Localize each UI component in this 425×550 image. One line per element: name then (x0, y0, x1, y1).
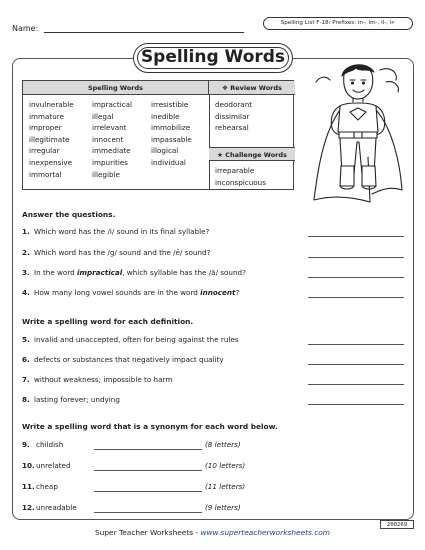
synonym-row-9 (22, 440, 96, 449)
question-number: 9. (22, 440, 30, 449)
page-title: Spelling Words (133, 43, 293, 73)
question-number: 4. (22, 288, 30, 297)
synonym-row-12 (22, 503, 96, 512)
synonym-answer-line-10[interactable] (94, 470, 202, 471)
synonym-answer-line-9[interactable] (94, 449, 202, 450)
question-7 (22, 375, 172, 384)
answer-line-1[interactable] (308, 236, 404, 237)
question-number: 3. (22, 268, 30, 277)
spelling-word: immature (29, 111, 64, 121)
synonym-row-10 (22, 461, 96, 470)
name-row (12, 24, 244, 33)
question-text-pre: In the word (34, 268, 77, 277)
question-number: 2. (22, 248, 30, 257)
spelling-word: impurities (92, 157, 129, 167)
question-number: 8. (22, 395, 30, 404)
synonym-word: unreadable (36, 503, 77, 512)
question-number: 12. (22, 503, 35, 512)
spelling-word: irresistible (151, 100, 189, 109)
spelling-word: immortal (29, 169, 62, 179)
spelling-word: impractical (92, 100, 133, 109)
spelling-word: immobilize (151, 123, 191, 133)
spelling-word: innocent (92, 134, 124, 144)
synonym-answer-line-11[interactable] (94, 491, 202, 492)
word-column-2 (92, 99, 132, 180)
question-text: defects or substances that negatively impact quality (34, 355, 224, 364)
answer-line-7[interactable] (308, 384, 404, 385)
footer (0, 528, 425, 537)
word-column-3 (151, 99, 192, 169)
question-1 (22, 227, 209, 236)
letter-count-hint: (8 letters) (205, 440, 241, 449)
challenge-word: inconspicuous (215, 177, 266, 187)
synonym-word: cheap (36, 482, 58, 491)
question-number: 11. (22, 482, 35, 491)
spelling-word: irrelevant (92, 123, 127, 133)
challenge-words-list (215, 165, 266, 188)
table-divider (209, 95, 210, 189)
challenge-words-header: ★ Challenge Words (209, 147, 295, 161)
spelling-word: immediate (92, 146, 131, 156)
footer-brand: Super Teacher Worksheets (94, 528, 194, 537)
review-words-list (215, 99, 252, 134)
question-number: 1. (22, 227, 30, 236)
spelling-word: illegible (92, 169, 120, 179)
question-4 (22, 288, 239, 297)
spelling-word: individual (151, 157, 186, 167)
spelling-word: invulnerable (29, 100, 74, 109)
section-title-synonyms: Write a spelling word that is a synonym for each word below. (22, 422, 278, 431)
question-text: lasting forever; undying (34, 395, 120, 404)
question-text-post: ? (235, 288, 240, 297)
spelling-word: irregular (29, 146, 60, 156)
synonym-row-11 (22, 482, 96, 491)
answer-line-5[interactable] (308, 344, 404, 345)
name-field[interactable] (44, 24, 244, 33)
spelling-word: illegitimate (29, 134, 70, 144)
spelling-word: impassable (151, 134, 192, 144)
spelling-words-header: Spelling Words (23, 81, 209, 95)
question-6 (22, 355, 224, 364)
section-title-questions: Answer the questions. (22, 210, 116, 219)
question-text-pre: How many long vowel sounds are in the word (34, 288, 201, 297)
spelling-word: inedible (151, 111, 180, 121)
question-text: invalid and unaccepted, often for being against the rules (34, 335, 239, 344)
review-word: deodorant (215, 100, 253, 109)
letter-count-hint: (9 letters) (205, 503, 241, 512)
question-3 (22, 268, 246, 277)
answer-line-6[interactable] (308, 364, 404, 365)
question-text: without weakness; impossible to harm (34, 375, 173, 384)
question-text: Which word has the /i/ sound in its final syllable? (34, 227, 210, 236)
question-number: 7. (22, 375, 30, 384)
worksheet-code: 200269 (380, 520, 414, 529)
answer-line-4[interactable] (308, 297, 404, 298)
list-tag: Spelling List F-18: Prefixes: in-, im-, il-, ir- (263, 17, 413, 30)
letter-count-hint: (10 letters) (205, 461, 246, 470)
word-column-1 (29, 99, 74, 180)
synonym-word: childish (36, 440, 64, 449)
challenge-word: irreparable (215, 166, 255, 175)
question-text: Which word has the /g/ sound and the /ē/ sound? (34, 248, 211, 257)
question-number: 10. (22, 461, 35, 470)
word-table (22, 80, 294, 190)
letter-count-hint: (11 letters) (205, 482, 246, 491)
review-word: rehearsal (215, 123, 249, 133)
spelling-word: inexpensive (29, 157, 73, 167)
review-words-header: ❖ Review Words (209, 81, 295, 95)
emphasized-word: impractical (77, 268, 123, 277)
footer-url-link[interactable]: www.superteacherworksheets.com (200, 528, 330, 537)
name-label: Name: (12, 24, 39, 33)
answer-line-2[interactable] (308, 257, 404, 258)
footer-separator: - (193, 528, 201, 537)
review-word: dissimilar (215, 111, 250, 121)
question-text-post: , which syllable has the /ă/ sound? (122, 268, 246, 277)
question-number: 6. (22, 355, 30, 364)
superhero-illustration (310, 62, 408, 212)
question-8 (22, 395, 120, 404)
spelling-word: illegal (92, 111, 114, 121)
synonym-word: unrelated (36, 461, 71, 470)
answer-line-8[interactable] (308, 404, 404, 405)
synonym-answer-line-12[interactable] (94, 512, 202, 513)
answer-line-3[interactable] (308, 277, 404, 278)
spelling-word: improper (29, 123, 62, 133)
section-title-definitions: Write a spelling word for each definition. (22, 317, 194, 326)
question-number: 5. (22, 335, 30, 344)
question-2 (22, 248, 210, 257)
spelling-word: illogical (151, 146, 179, 156)
question-5 (22, 335, 239, 344)
emphasized-word: innocent (200, 288, 236, 297)
